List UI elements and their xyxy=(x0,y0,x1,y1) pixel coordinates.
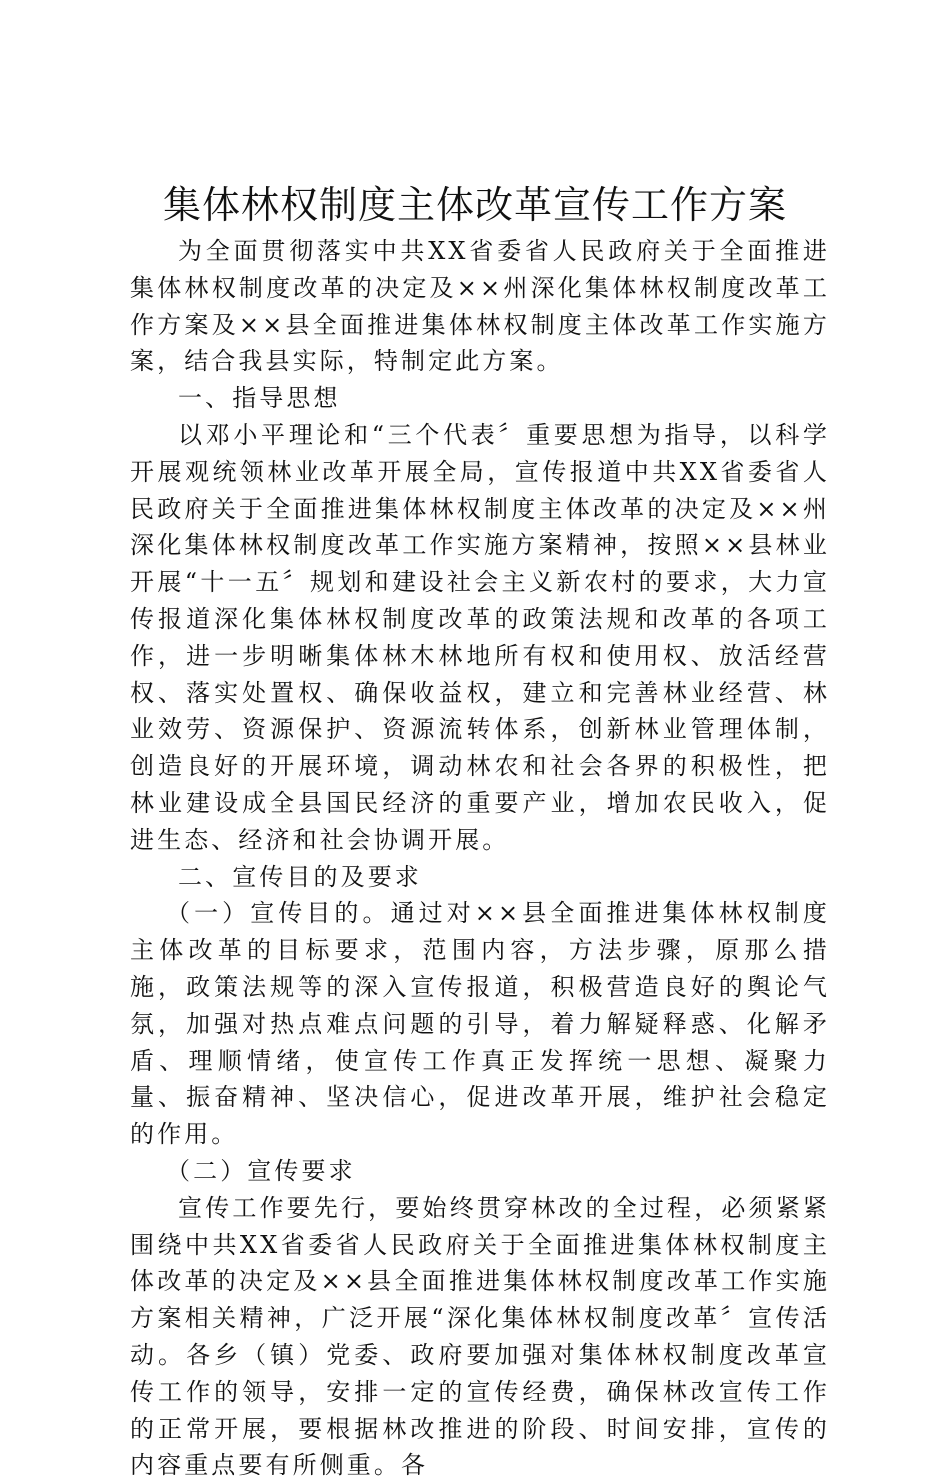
section-heading-purpose-requirements: 二、宣传目的及要求 xyxy=(178,862,422,891)
guiding-ideology-paragraph: 以邓小平理论和“三个代表〞重要思想为指导，以科学开展观统领林业改革开展全局，宣传报道中共XX省委省人民政府关于全面推进集体林权制度主体改革的决定及××州深化集体林权制度改革工作实施方案精神，按照××县林业开展“十一五〞规划和建设社会主义新农村的要求，大力宣传报道深化集体林权制度改革的政策法规和改革的各项工作，进一步明晰集体林木林地所有权和使用权、放活经营权、落实处置权、确保收益权，建立和完善林业经营、林业效劳、资源保护、资源流转体系，创新林业管理体制，创造良好的开展环境，调动林农和社会各界的积极性，把林业建设成全县国民经济的重要产业，增加农民收入，促进生态、经济和社会协调开展。 xyxy=(130,420,830,854)
section-heading-guiding-ideology: 一、指导思想 xyxy=(178,384,341,413)
document-body xyxy=(130,233,830,1484)
subsection-heading-requirements: （二）宣传要求 xyxy=(166,1156,356,1185)
document-title: 集体林权制度主体改革宣传工作方案 xyxy=(162,183,787,227)
purpose-paragraph: （一）宣传目的。通过对××县全面推进集体林权制度主体改革的目标要求，范围内容，方法步骤，原那么措施，政策法规等的深入宣传报道，积极营造良好的舆论气氛，加强对热点难点问题的引导，着力解疑释惑、化解矛盾、理顺情绪，使宣传工作真正发挥统一思想、凝聚力量、振奋精神、坚决信心，促进改革开展，维护社会稳定的作用。 xyxy=(130,899,830,1149)
requirements-paragraph: 宣传工作要先行，要始终贯穿林改的全过程，必须紧紧围绕中共XX省委省人民政府关于全面推进集体林权制度主体改革的决定及××县全面推进集体林权制度改革工作实施方案相关精神，广泛开展“深化集体林权制度改革〞宣传活动。各乡（镇）党委、政府要加强对集体林权制度改革宣传工作的领导，安排一定的宣传经费，确保林改宣传工作的正常开展，要根据林改推进的阶段、时间安排，宣传的内容重点要有所侧重。各 xyxy=(130,1193,830,1480)
intro-paragraph: 为全面贯彻落实中共XX省委省人民政府关于全面推进集体林权制度改革的决定及××州深化集体林权制度改革工作方案及××县全面推进集体林权制度主体改革工作实施方案，结合我县实际，特制定此方案。 xyxy=(130,237,830,376)
